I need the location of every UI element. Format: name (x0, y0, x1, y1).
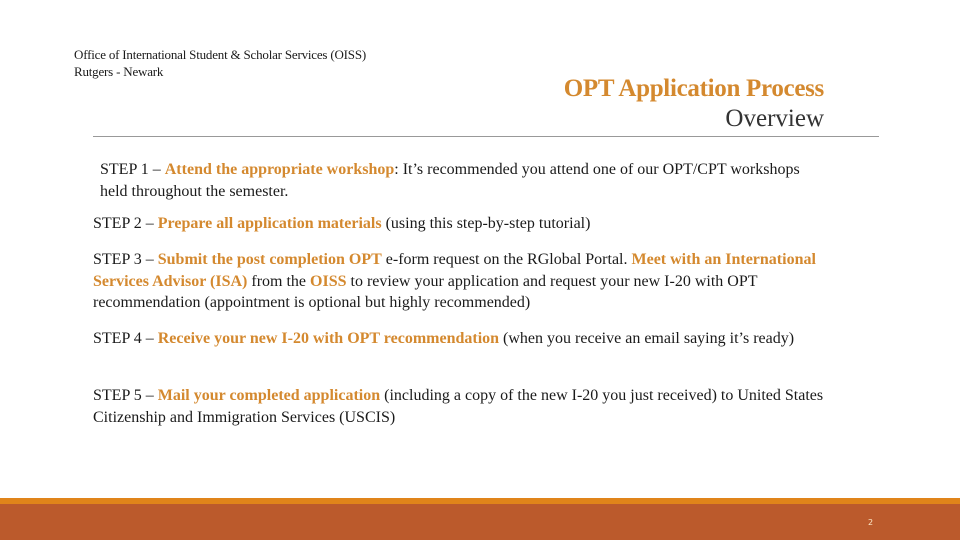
step-highlight-text: Receive your new I-20 with OPT recommendation (157, 330, 500, 347)
step-highlight-text: Prepare all application materials (157, 215, 382, 232)
footer-band (0, 504, 960, 540)
organization-header (74, 46, 366, 80)
step-highlight-text: Attend the appropriate workshop (164, 161, 395, 178)
step-text: e-form request on the RGlobal Portal. (381, 251, 632, 268)
slide-title: OPT Application Process (563, 75, 824, 102)
step-text: (including a copy of the new I-20 you just received) to United States Citizenship and Immigration Services (USCIS) (93, 387, 824, 426)
slide-subtitle: Overview (725, 105, 824, 132)
step-1 (100, 159, 820, 202)
page-number: 2 (868, 518, 874, 527)
step-5 (93, 385, 833, 428)
step-text: STEP 1 – (100, 161, 165, 178)
step-text: (when you receive an email saying it’s ready) (499, 330, 795, 347)
step-highlight-text: OISS (310, 272, 347, 290)
step-3 (93, 249, 863, 314)
step-text: : It’s recommended you attend one of our OPT/CPT workshops held throughout the semester. (100, 161, 800, 200)
org-campus: Rutgers - Newark (74, 64, 164, 79)
org-name: Office of International Student & Scholar Services (OISS) (74, 47, 366, 62)
title-divider (93, 136, 879, 137)
step-highlight-text: Meet with an International Services Advisor (ISA) (93, 251, 816, 290)
step-text: (using this step-by-step tutorial) (381, 215, 591, 232)
step-highlight-text: Submit the post completion OPT (157, 251, 382, 268)
step-text: STEP 5 – (93, 387, 158, 404)
slide-title-block (564, 74, 824, 134)
step-2 (93, 213, 863, 235)
step-text: to review your application and request your new I-20 with OPT recommendation (appointment is optional but highly recommended) (93, 272, 758, 311)
step-4 (93, 328, 863, 350)
step-text: from the (247, 272, 311, 290)
step-highlight-text: Mail your completed application (157, 387, 381, 404)
step-text: STEP 2 – (93, 215, 158, 232)
step-text: STEP 3 – (93, 251, 158, 268)
step-text: STEP 4 – (93, 330, 158, 347)
